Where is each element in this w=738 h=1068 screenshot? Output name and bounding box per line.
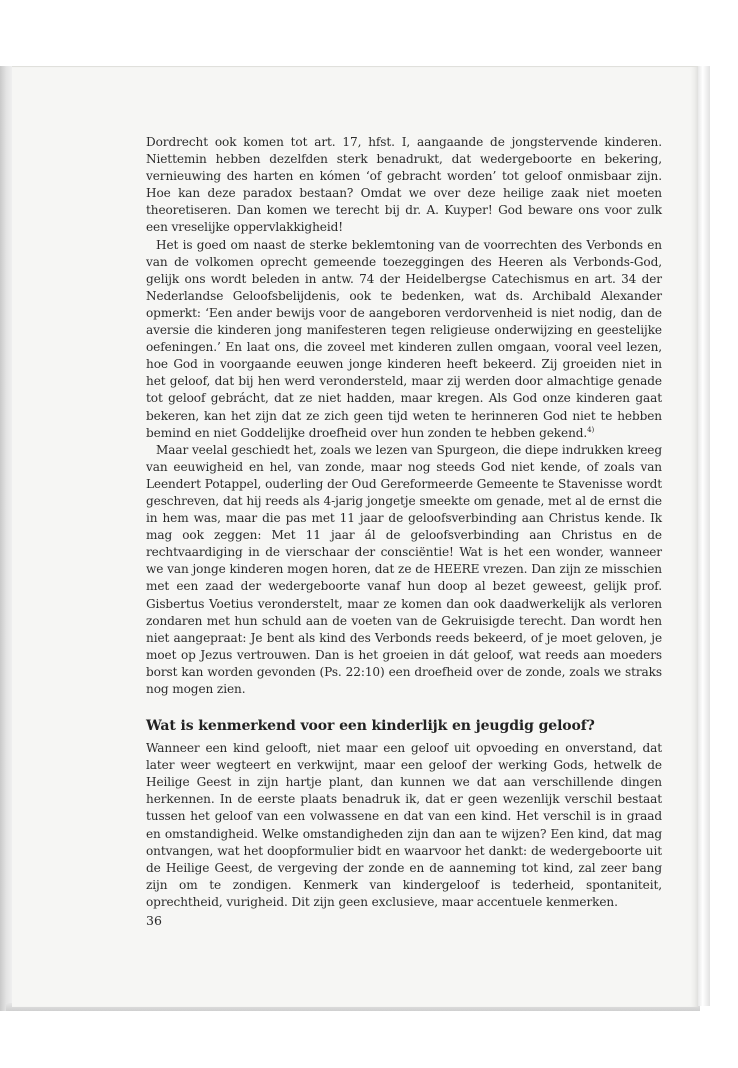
footnote-reference: 4): [587, 425, 595, 434]
paragraph-1: Dordrecht ook komen tot art. 17, hfst. I, aangaande de jongstervende kinderen. Niettemin hebben dezelfden sterk benadrukt, dat wedergeboorte en bekering, vernieuwing des harten en kómen ‘of gebracht worden’ tot geloof onmisbaar zijn. Hoe kan deze paradox bestaan? Omdat we over deze heilige zaak niet moeten theoretiseren. Dan komen we terecht bij dr. A. Kuyper! God beware ons voor zulk een vreselijke oppervlakkigheid!: [146, 135, 662, 235]
page-number: 36: [146, 913, 162, 928]
page-body-text: [146, 134, 662, 911]
book-spine-edge: [698, 66, 710, 1006]
paragraph-2-text: Het is goed om naast de sterke beklemtoning van de voorrechten des Verbonds en van de volkomen oprecht gemeende toezeggingen des Heeren als Verbonds-God, gelijk ons wordt beleden in antw. 74 der Heidelbergse Catechismus en art. 34 der Nederlandse Geloofsbelijdenis, ook te bedenken, wat ds. Archibald Alexander opmerkt: ‘Een ander bewijs voor de aangeboren verdorvenheid is niet nodig, dan de aversie die kinderen jong manifesteren tegen religieuse onderwijzing en geestelijke oefeningen.’ En laat ons, die zoveel met kinderen zullen omgaan, vooral veel lezen, hoe God in voorgaande eeuwen jonge kinderen heeft bekeerd. Zij groeiden niet in het geloof, dat bij hen werd verondersteld, maar zij werden door almachtige genade tot geloof gebrácht, dat ze niet hadden, maar kregen. Als God onze kinderen gaat bekeren, kan het zijn dat ze zich geen tijd weten te herinneren God niet te hebben bemind en niet Goddelijke droefheid over hun zonden te hebben gekend.: [146, 237, 662, 440]
paragraph-4: Wanneer een kind gelooft, niet maar een geloof uit opvoeding en onverstand, dat later weer wegteert en verkwijnt, maar een geloof der werking Gods, hetwelk de Heilige Geest in zijn hartje plant, dan kunnen we dat aan verschillende dingen herkennen. In de eerste plaats benadruk ik, dat er geen wezenlijk verschil bestaat tussen het geloof van een volwassene en dat van een kind. Het verschil is in graad en omstandigheid. Welke omstandigheden zijn dan aan te wijzen? Een kind, dat mag ontvangen, wat het doopformulier bidt en waarvoor het dankt: de wedergeboorte uit de Heilige Geest, de vergeving der zonde en de aanneming tot kind, zal zeer bang zijn om te zondigen. Kenmerk van kindergeloof is tederheid, spontaniteit, oprechtheid, vurigheid. Dit zijn geen exclusieve, maar accentuele kenmerken.: [146, 741, 662, 909]
paragraph-2: [146, 237, 662, 442]
section-heading: Wat is kenmerkend voor een kinderlijk en jeugdig geloof?: [146, 718, 595, 735]
paragraph-3: Maar veelal geschiedt het, zoals we lezen van Spurgeon, die diepe indrukken kreeg van eeuwigheid en hel, van zonde, maar nog steeds God niet kende, of zoals van Leendert Potappel, ouderling der Oud Gereformeerde Gemeente te Stavenisse wordt geschreven, dat hij reeds als 4-jarig jongetje smeekte om genade, met al de ernst die in hem was, maar die pas met 11 jaar de geloofsverbinding aan Christus kende. Ik mag ook zeggen: Met 11 jaar ál de geloofsverbinding aan Christus en de rechtvaardiging in de vierschaar der consciëntie! Wat is het een wonder, wanneer we van jonge kinderen mogen horen, dat ze de HEERE vrezen. Dan zijn ze misschien met een zaad der wedergeboorte vanaf hun doop al bezet geweest, gelijk prof. Gisbertus Voetius veronderstelt, maar ze komen dan ook daadwerkelijk als verloren zondaren met hun schuld aan de voeten van de Gekruisigde terecht. Dan wordt hen niet aangepraat: Je bent als kind des Verbonds reeds bekeerd, of je moet geloven, je moet op Jezus vertrouwen. Dan is het groeien in dát geloof, wat reeds aan moeders borst kan worden gevonden (Ps. 22:10) een droefheid over de zonde, zoals we straks nog mogen zien.: [146, 442, 662, 696]
